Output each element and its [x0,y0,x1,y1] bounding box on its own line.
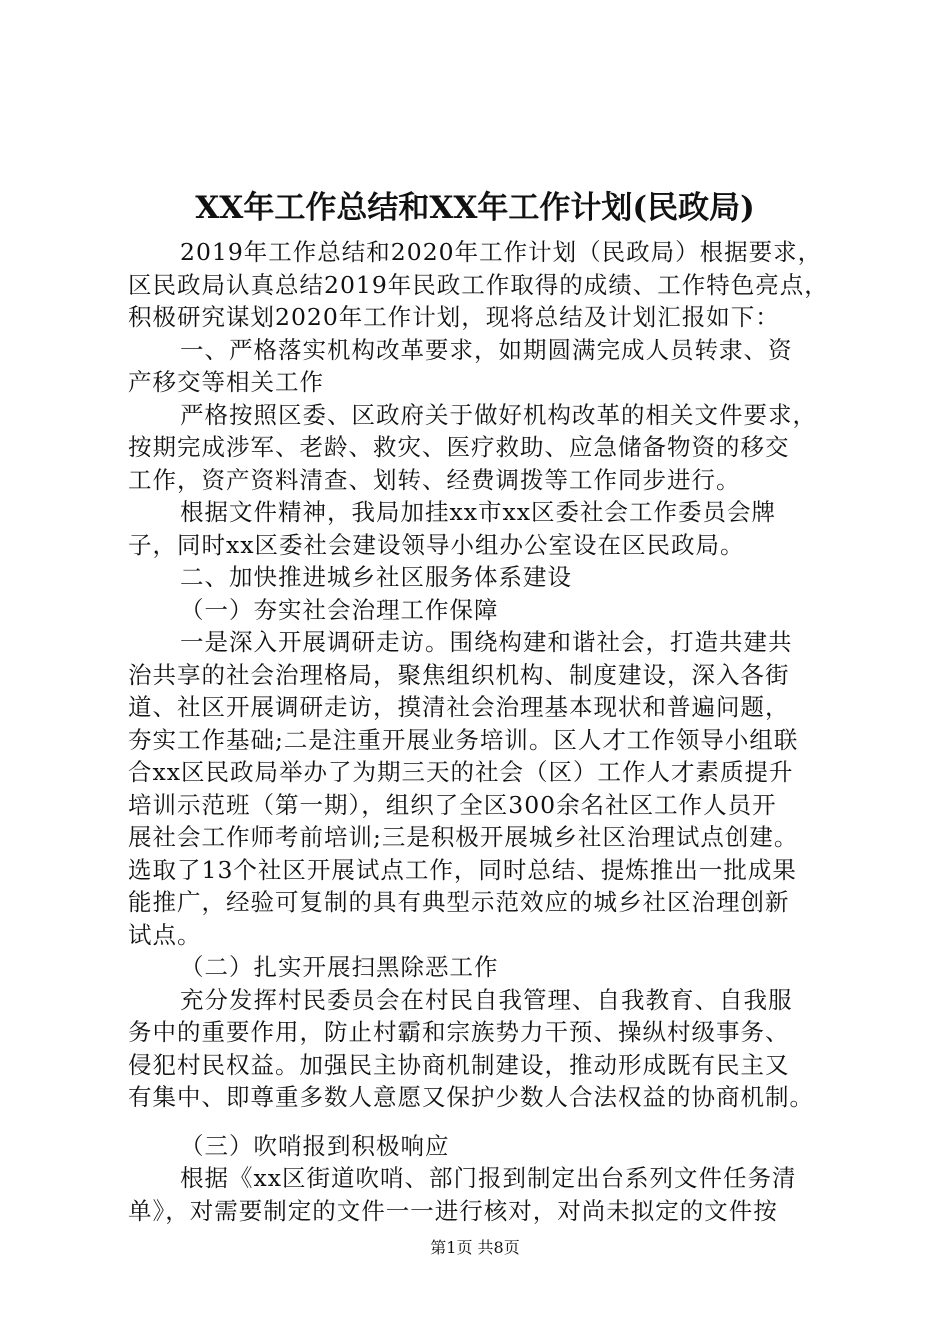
paragraph-line: 一是深入开展调研走访。围绕构建和谐社会，打造共建共 [180,628,793,656]
subsection-heading: （一）夯实社会治理工作保障 [180,595,499,624]
paragraph-line: 单》，对需要制定的文件一一进行核对，对尚未拟定的文件按 [128,1196,778,1225]
document-title: XX年工作总结和XX年工作计划(民政局) [195,190,755,226]
subsection-heading: （二）扎实开展扫黑除恶工作 [180,953,499,981]
subsection-heading: （三）吹哨报到积极响应 [180,1131,450,1160]
paragraph-line: 选取了13个社区开展试点工作，同时总结、提炼推出一批成果 [128,855,797,884]
section-heading: 产移交等相关工作 [128,368,324,396]
paragraph-line: 务中的重要作用，防止村霸和宗族势力干预、操纵村级事务、 [128,1018,790,1046]
blank-line [128,1114,840,1130]
paragraph-line: 试点。 [128,920,202,949]
paragraph-line: 工作，资产资料清查、划转、经费调拨等工作同步进行。 [128,465,741,494]
paragraph-line: 合xx区民政局举办了为期三天的社会（区）工作人才素质提升 [128,758,794,786]
paragraph-line: 积极研究谋划2020年工作计划，现将总结及计划汇报如下： [128,303,780,331]
document-body [128,236,840,1227]
paragraph-line: 夯实工作基础;二是注重开展业务培训。区人才工作领导小组联 [128,725,799,754]
paragraph-line: 根据《xx区街道吹哨、部门报到制定出台系列文件任务清 [180,1164,797,1192]
paragraph-line: 治共享的社会治理格局，聚焦组织机构、制度建设，深入各街 [128,660,790,689]
paragraph-line: 子，同时xx区委社会建设领导小组办公室设在区民政局。 [128,530,745,559]
paragraph-line: 按期完成涉军、老龄、救灾、医疗救助、应急储备物资的移交 [128,433,790,461]
paragraph-line: 有集中、即尊重多数人意愿又保护少数人合法权益的协商机制。 [128,1083,814,1111]
paragraph-line: 根据文件精神，我局加挂xx市xx区委社会工作委员会牌 [180,498,777,526]
paragraph-line: 严格按照区委、区政府关于做好机构改革的相关文件要求， [180,400,817,429]
paragraph-line: 展社会工作师考前培训;三是积极开展城乡社区治理试点创建。 [128,823,799,851]
section-heading: 二、加快推进城乡社区服务体系建设 [180,563,572,591]
paragraph-line: 能推广，经验可复制的具有典型示范效应的城乡社区治理创新 [128,888,790,916]
paragraph-line: 侵犯村民权益。加强民主协商机制建设，推动形成既有民主又 [128,1050,790,1079]
section-heading: 一、严格落实机构改革要求，如期圆满完成人员转隶、资 [180,335,793,364]
paragraph-line: 培训示范班（第一期），组织了全区300余名社区工作人员开 [128,790,777,819]
paragraph-line: 道、社区开展调研走访，摸清社会治理基本现状和普遍问题， [128,693,790,721]
paragraph-line: 充分发挥村民委员会在村民自我管理、自我教育、自我服 [180,985,793,1014]
paragraph-line: 区民政局认真总结2019年民政工作取得的成绩、工作特色亮点， [128,270,829,299]
paragraph-line: 2019年工作总结和2020年工作计划（民政局）根据要求， [180,238,823,266]
page-footer: 第1页 共8页 [430,1238,520,1257]
